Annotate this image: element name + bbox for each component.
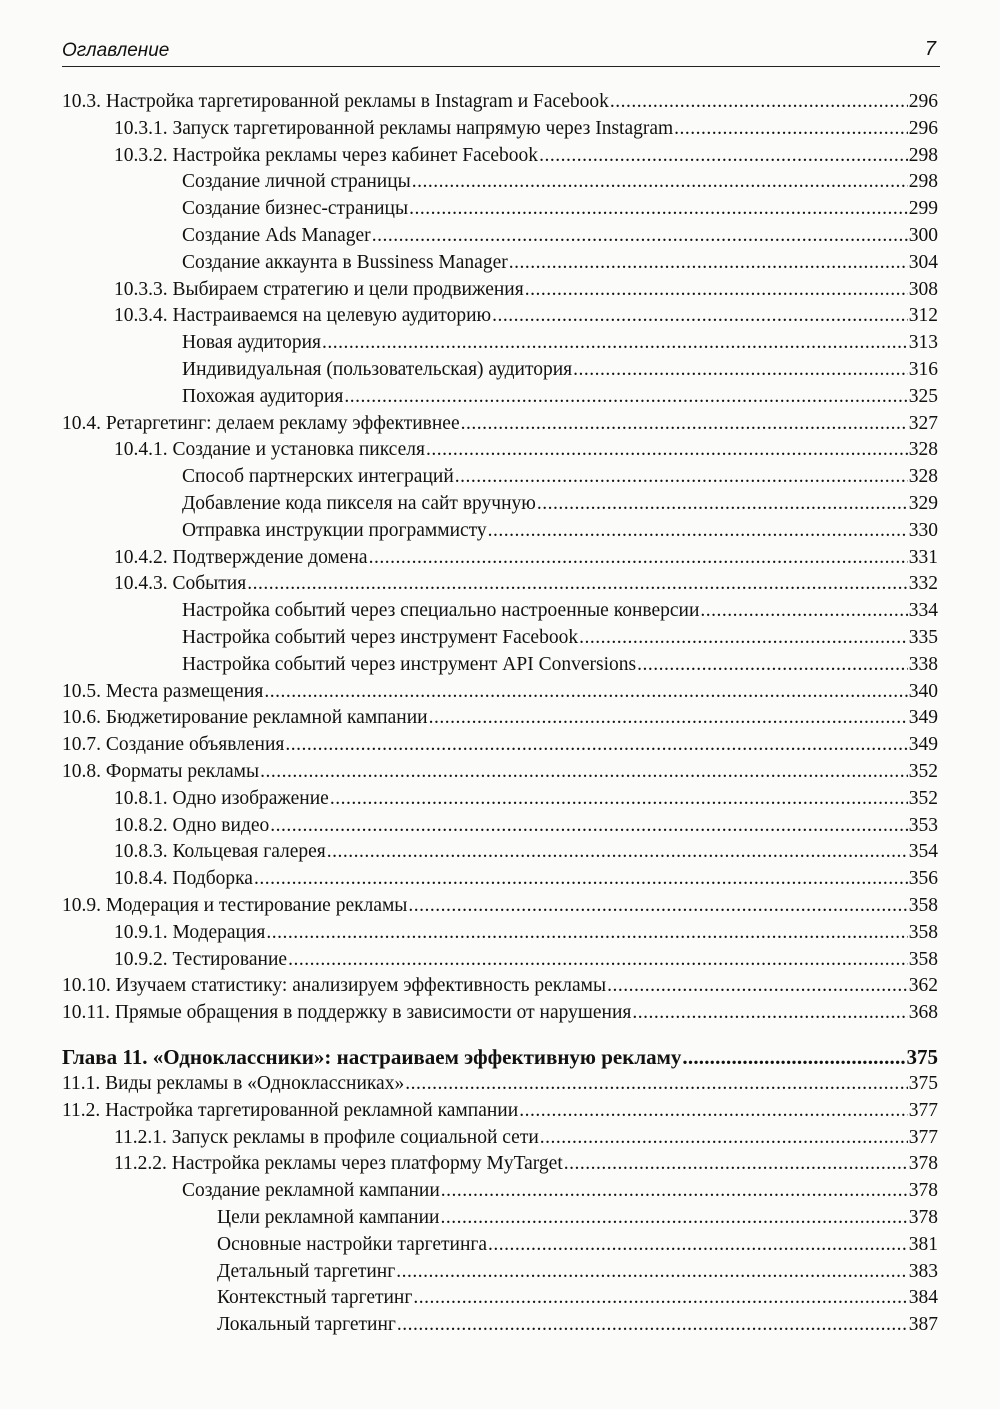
toc-entry[interactable] (62, 1177, 938, 1204)
toc-entry-label: 10.5. Места размещения (62, 680, 264, 702)
dot-leader (637, 651, 908, 678)
toc-entry[interactable] (62, 1311, 938, 1338)
dot-leader (525, 276, 908, 303)
dot-leader (285, 731, 907, 758)
toc-entry-page: 329 (908, 493, 938, 514)
toc-entry-page: 349 (908, 707, 938, 729)
dot-leader (426, 436, 908, 463)
toc-entry[interactable] (62, 1231, 938, 1258)
toc-entry-label: Создание личной страницы (182, 171, 411, 193)
toc-entry[interactable] (62, 1258, 938, 1285)
dot-leader (396, 1258, 908, 1285)
running-header (62, 38, 940, 67)
toc-entry-page: 358 (908, 948, 938, 970)
toc-entry-label: Настройка событий через инструмент API Conversions (182, 653, 637, 675)
dot-leader (260, 758, 908, 785)
toc-entry-label: Новая аудитория (182, 332, 321, 354)
toc-entry[interactable] (62, 570, 938, 597)
dot-leader (369, 544, 908, 571)
toc-entry-page: 377 (908, 1099, 938, 1121)
toc-entry[interactable] (62, 597, 938, 624)
toc-entry[interactable] (62, 1150, 938, 1177)
toc-entry-label: Настройка событий через инструмент Facebook (182, 627, 579, 648)
toc-entry-page: 358 (908, 895, 938, 916)
dot-leader (539, 142, 908, 169)
dot-leader (440, 1204, 907, 1231)
toc-entry-label: 10.4. Ретаргетинг: делаем рекламу эффективнее (62, 412, 460, 434)
toc-entry-label: 10.3.2. Настройка рекламы через кабинет Facebook (114, 144, 539, 166)
toc-entry-page: 300 (908, 225, 938, 246)
dot-leader (610, 88, 908, 115)
toc-entry[interactable] (62, 785, 938, 812)
toc-entry-label: Индивидуальная (пользовательская) аудитория (182, 359, 573, 380)
dot-leader (429, 704, 908, 731)
toc-entry-label: 10.3.3. Выбираем стратегию и цели продвижения (114, 278, 524, 300)
toc-entry[interactable] (62, 1070, 938, 1097)
toc-entry[interactable] (62, 490, 938, 517)
toc-entry[interactable] (62, 865, 938, 892)
toc-entry-page: 334 (908, 600, 938, 622)
toc-entry-page: 368 (908, 1002, 938, 1024)
toc-entry-page: 312 (908, 305, 938, 327)
toc-entry-label: 10.3. Настройка таргетированной рекламы в Instagram и Facebook (62, 91, 609, 112)
toc-entry-label: 10.6. Бюджетирование рекламной кампании (62, 707, 428, 729)
toc-chapter-entry[interactable] (62, 1044, 938, 1071)
toc-entry-page: 387 (908, 1314, 938, 1336)
toc-entry-page: 327 (908, 412, 938, 434)
toc-entry[interactable] (62, 704, 938, 731)
toc-entry-label: 10.8.1. Одно изображение (114, 787, 329, 809)
dot-leader (327, 838, 908, 865)
toc-entry-page: 378 (908, 1180, 938, 1202)
toc-entry[interactable] (62, 624, 938, 651)
dot-leader (264, 678, 907, 705)
toc-entry[interactable] (62, 517, 938, 544)
dot-leader (254, 865, 908, 892)
dot-leader (455, 463, 908, 490)
toc-entry[interactable] (62, 142, 938, 169)
toc-entry-label: 11.1. Виды рекламы в «Одноклассниках» (62, 1073, 405, 1094)
dot-leader (270, 812, 907, 839)
toc-entry[interactable] (62, 1097, 938, 1124)
toc-entry-page: 362 (908, 975, 938, 997)
toc-entry-page: 313 (908, 332, 938, 354)
toc-entry-page: 308 (908, 278, 938, 300)
toc-entry-page: 328 (908, 466, 938, 488)
toc-entry-page: 358 (908, 921, 938, 943)
toc-entry-page: 356 (908, 868, 938, 890)
toc-entry[interactable] (62, 678, 938, 705)
toc-entry-label: 11.2.2. Настройка рекламы через платформу MyTarget (114, 1153, 563, 1175)
toc-entry-label: 10.8.2. Одно видео (114, 814, 270, 836)
toc-entry-label: Добавление кода пикселя на сайт вручную (182, 493, 536, 514)
header-title: Оглавление (62, 40, 170, 61)
toc-entry-page: 378 (908, 1207, 938, 1228)
toc-entry-page: 375 (908, 1073, 938, 1094)
toc-entry-label: 10.8. Форматы рекламы (62, 761, 260, 782)
toc-entry-label: 11.2.1. Запуск рекламы в профиле социальной сети (114, 1126, 539, 1148)
toc-entry-label: 10.11. Прямые обращения в поддержку в зависимости от нарушения (62, 1002, 632, 1024)
toc-entry[interactable] (62, 919, 938, 946)
dot-leader (247, 570, 908, 597)
dot-leader (607, 972, 908, 999)
toc-entry-page: 328 (908, 439, 938, 461)
toc-entry-page: 299 (908, 198, 938, 220)
toc-entry-label: 11.2. Настройка таргетированной рекламной кампании (62, 1099, 519, 1121)
toc-entry-label: Локальный таргетинг (217, 1314, 396, 1336)
dot-leader (564, 1150, 908, 1177)
toc-entry-page: 340 (908, 680, 938, 702)
toc-entry-label: Способ партнерских интеграций (182, 466, 454, 488)
toc-entry-page: 316 (908, 359, 938, 380)
toc-entry[interactable] (62, 88, 938, 115)
dot-leader (266, 919, 907, 946)
toc-entry-page: 381 (908, 1233, 938, 1255)
toc-entry-label: Создание рекламной кампании (182, 1180, 440, 1202)
toc-entry[interactable] (62, 1284, 938, 1311)
toc-entry-label: Глава 11. «Одноклассники»: настраиваем эффективную рекламу (62, 1045, 682, 1069)
toc-entry-page: 330 (908, 519, 938, 541)
toc-entry[interactable] (62, 651, 938, 678)
toc-entry[interactable] (62, 276, 938, 303)
toc-entry-page: 383 (908, 1260, 938, 1282)
dot-leader (330, 785, 908, 812)
toc-entry-label: 10.4.3. События (114, 573, 247, 595)
toc-entry-label: 10.3.4. Настраиваемся на целевую аудиторию (114, 305, 492, 327)
toc-entry-page: 331 (908, 546, 938, 568)
toc-entry-label: Цели рекламной кампании (217, 1207, 440, 1228)
toc-entry[interactable] (62, 356, 938, 383)
toc-entry-page: 335 (908, 627, 938, 648)
dot-leader (409, 195, 908, 222)
toc-entry-page: 354 (908, 841, 938, 863)
dot-leader (397, 1311, 908, 1338)
dot-leader (700, 597, 907, 624)
dot-leader (488, 517, 908, 544)
toc-entry-label: Отправка инструкции программисту (182, 519, 487, 541)
dot-leader (441, 1177, 908, 1204)
toc-entry-page: 304 (908, 251, 938, 273)
dot-leader (288, 946, 908, 973)
dot-leader (405, 1070, 908, 1097)
toc-entry-label: 10.9.1. Модерация (114, 921, 266, 943)
dot-leader (579, 624, 908, 651)
toc-entry-label: 10.7. Создание объявления (62, 734, 285, 756)
toc-entry-page: 352 (908, 787, 938, 809)
toc-entry-label: Похожая аудитория (182, 385, 344, 407)
toc-entry-page: 296 (908, 91, 938, 112)
toc-entry[interactable] (62, 115, 938, 142)
dot-leader (461, 410, 908, 437)
toc-entry[interactable] (62, 302, 938, 329)
toc-entry-page: 338 (908, 653, 938, 675)
dot-leader (488, 1231, 908, 1258)
toc-entry-page: 352 (908, 761, 938, 782)
dot-leader (519, 1097, 908, 1124)
toc-entry-label: 10.8.4. Подборка (114, 868, 253, 890)
dot-leader (632, 999, 907, 1026)
toc-entry[interactable] (62, 463, 938, 490)
toc-entry-label: Создание бизнес-страницы (182, 198, 409, 220)
toc-entry-page: 375 (906, 1045, 938, 1069)
dot-leader (492, 302, 908, 329)
toc-entry-label: 10.3.1. Запуск таргетированной рекламы напрямую через Instagram (114, 117, 674, 139)
dot-leader (412, 168, 908, 195)
dot-leader (674, 115, 908, 142)
toc-entry-label: 10.9. Модерация и тестирование рекламы (62, 895, 408, 916)
toc-entry[interactable] (62, 758, 938, 785)
toc-entry[interactable] (62, 222, 938, 249)
header-page-number: 7 (924, 38, 936, 60)
toc-entry-page: 325 (908, 385, 938, 407)
dot-leader (540, 1124, 908, 1151)
toc-entry[interactable] (62, 972, 938, 999)
toc-entry[interactable] (62, 249, 938, 276)
toc-entry-page: 378 (908, 1153, 938, 1175)
toc-entry-label: Создание аккаунта в Bussiness Manager (182, 251, 508, 273)
dot-leader (573, 356, 908, 383)
toc-entry[interactable] (62, 999, 938, 1026)
toc-entry-label: 10.4.1. Создание и установка пикселя (114, 439, 425, 461)
toc-entry[interactable] (62, 544, 938, 571)
toc-entry-page: 298 (908, 144, 938, 166)
toc-entry[interactable] (62, 1124, 938, 1151)
toc-entry-label: Детальный таргетинг (217, 1260, 396, 1282)
toc-entry-page: 349 (908, 734, 938, 756)
dot-leader (509, 249, 908, 276)
toc-entry-page: 384 (908, 1287, 938, 1309)
dot-leader (413, 1284, 907, 1311)
toc-entry[interactable] (62, 168, 938, 195)
toc-entry[interactable] (62, 812, 938, 839)
toc-entry[interactable] (62, 195, 938, 222)
toc-entry[interactable] (62, 731, 938, 758)
toc-entry-page: 296 (908, 117, 938, 139)
toc-entry-page: 377 (908, 1126, 938, 1148)
dot-leader (372, 222, 908, 249)
dot-leader (344, 383, 907, 410)
toc-entry[interactable] (62, 436, 938, 463)
toc-entry-label: Создание Ads Manager (182, 225, 371, 246)
toc-entry-label: Настройка событий через специально настроенные конверсии (182, 600, 700, 622)
toc-entry[interactable] (62, 838, 938, 865)
toc-entry[interactable] (62, 329, 938, 356)
dot-leader (682, 1044, 905, 1071)
toc-entry-page: 298 (908, 171, 938, 193)
toc-entry-label: Контекстный таргетинг (217, 1287, 413, 1309)
toc-entry-page: 332 (908, 573, 938, 595)
toc-entry[interactable] (62, 383, 938, 410)
toc-entry-label: 10.8.3. Кольцевая галерея (114, 841, 326, 863)
dot-leader (408, 892, 907, 919)
toc-entry[interactable] (62, 892, 938, 919)
toc-entry-page: 353 (908, 814, 938, 836)
dot-leader (322, 329, 908, 356)
toc-entry-label: 10.10. Изучаем статистику: анализируем эффективность рекламы (62, 975, 607, 997)
toc-entry-label: Основные настройки таргетинга (217, 1233, 488, 1255)
toc-entry-label: 10.9.2. Тестирование (114, 948, 288, 970)
toc-entry[interactable] (62, 1204, 938, 1231)
toc-entry[interactable] (62, 946, 938, 973)
dot-leader (537, 490, 908, 517)
toc-entry[interactable] (62, 410, 938, 437)
toc-entry-label: 10.4.2. Подтверждение домена (114, 546, 368, 568)
